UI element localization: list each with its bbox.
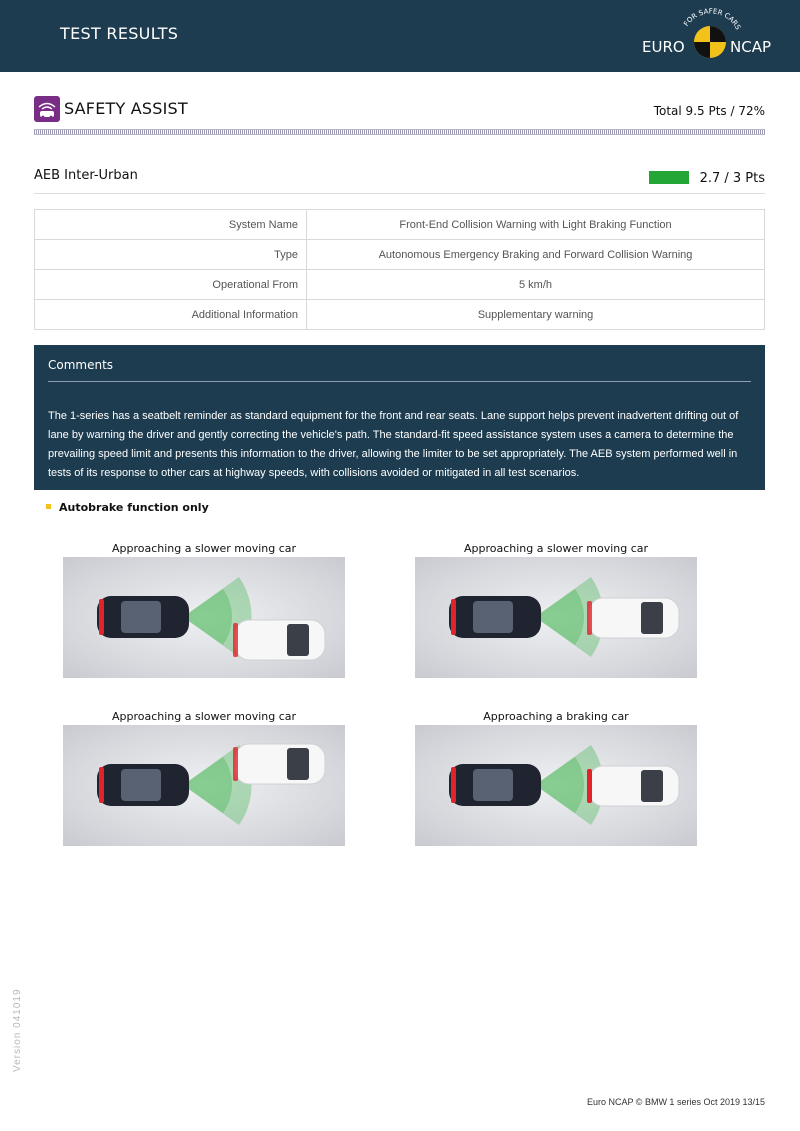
score-bar bbox=[649, 171, 689, 184]
logo-euro: EURO bbox=[642, 38, 685, 56]
header-title: TEST RESULTS bbox=[60, 24, 179, 43]
hatched-divider bbox=[34, 129, 765, 135]
version-label: Version 041019 bbox=[12, 988, 23, 1072]
scenario-caption: Approaching a slower moving car bbox=[111, 542, 297, 555]
aeb-heading bbox=[34, 166, 765, 194]
row-label: Operational From bbox=[35, 270, 307, 300]
system-info-table bbox=[34, 209, 765, 330]
euro-ncap-logo bbox=[636, 4, 786, 68]
scenario-illustration-icon bbox=[63, 557, 345, 678]
aeb-title: AEB Inter-Urban bbox=[34, 168, 138, 183]
page-footer: Euro NCAP © BMW 1 series Oct 2019 13/15 bbox=[586, 1097, 765, 1107]
comments-panel bbox=[34, 345, 765, 490]
scenario-caption: Approaching a braking car bbox=[483, 710, 629, 723]
table-row bbox=[35, 300, 765, 330]
scenario-image bbox=[415, 725, 697, 846]
bullet-text: Autobrake function only bbox=[59, 501, 209, 514]
section-heading bbox=[34, 96, 765, 124]
logo-tagline: FOR SAFER CARS bbox=[682, 7, 743, 32]
bullet-square-icon bbox=[46, 504, 51, 509]
row-value: Autonomous Emergency Braking and Forward Collision Warning bbox=[307, 240, 765, 270]
row-value: Front-End Collision Warning with Light Braking Function bbox=[307, 210, 765, 240]
scenario-image bbox=[63, 725, 345, 846]
row-value: 5 km/h bbox=[307, 270, 765, 300]
logo-ncap: NCAP bbox=[730, 38, 772, 56]
row-value: Supplementary warning bbox=[307, 300, 765, 330]
table-row bbox=[35, 210, 765, 240]
row-label: Additional Information bbox=[35, 300, 307, 330]
aeb-score: 2.7 / 3 Pts bbox=[699, 171, 765, 186]
comments-text: The 1-series has a seatbelt reminder as standard equipment for the front and rear seats. Lane support helps prevent inadvertent drifting out of lane by warning the driver and gently correcting the vehicle's path. The standard-fit speed assistance system uses a camera to determine the prevailing speed limit and presents this information to the driver, allowing the limiter to be set appropriately. The AEB system performed well in tests of its response to other cars at highway speeds, with collisions avoided or mitigated in all test scenarios. bbox=[48, 410, 739, 479]
logo-emblem-icon bbox=[692, 24, 728, 60]
row-label: Type bbox=[35, 240, 307, 270]
table-row bbox=[35, 270, 765, 300]
comments-title: Comments bbox=[48, 358, 114, 372]
scenario-caption: Approaching a slower moving car bbox=[463, 542, 649, 555]
scenario-illustration-icon bbox=[63, 725, 345, 846]
page-header bbox=[0, 0, 800, 72]
car-with-signal-icon bbox=[34, 96, 60, 122]
scenario-image bbox=[415, 557, 697, 678]
section-total: Total 9.5 Pts / 72% bbox=[653, 104, 765, 118]
section-title: SAFETY ASSIST bbox=[64, 99, 188, 118]
scenario-illustration-icon bbox=[415, 725, 697, 846]
scenario-image bbox=[63, 557, 345, 678]
row-label: System Name bbox=[35, 210, 307, 240]
scenario-illustration-icon bbox=[415, 557, 697, 678]
scenario-caption: Approaching a slower moving car bbox=[111, 710, 297, 723]
table-row bbox=[35, 240, 765, 270]
comments-divider bbox=[48, 381, 751, 382]
